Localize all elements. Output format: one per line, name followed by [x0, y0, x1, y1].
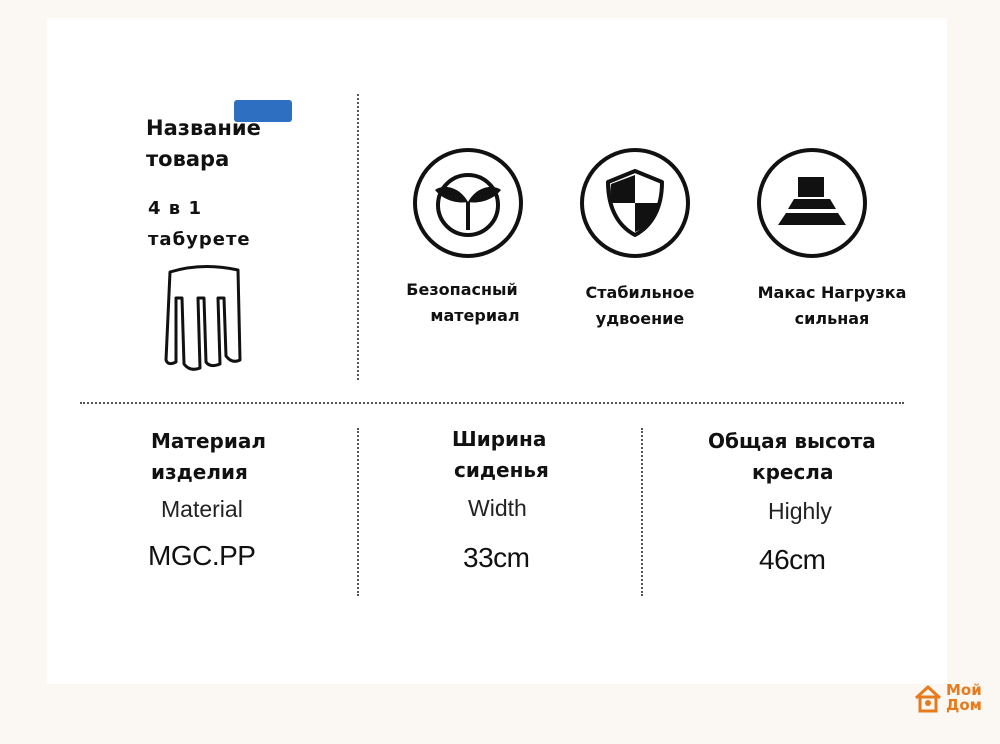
shield-icon [604, 168, 666, 238]
divider-spec-2 [641, 428, 643, 596]
spec-en-material: Material [161, 496, 243, 522]
watermark-line2: Дом [946, 696, 982, 714]
feature-label-load: Макас Нагрузка сильная [757, 283, 907, 328]
spec-value-material: MGC.PP [148, 540, 256, 571]
house-icon [914, 684, 942, 714]
product-subtitle-line2: табурете [148, 229, 251, 250]
divider-top [357, 94, 359, 380]
spec-en-height: Highly [768, 498, 832, 524]
feature-circle-stable [580, 148, 690, 258]
divider-spec-1 [357, 428, 359, 596]
feature-label-stable: Стабильное удвоение [585, 283, 695, 328]
spec-title-width: Ширина сиденья [452, 427, 549, 482]
feature-circle-load [757, 148, 867, 258]
watermark-logo [914, 680, 992, 716]
weight-load-icon [776, 175, 848, 231]
feature-circle-safe [413, 148, 523, 258]
spec-title-height: Общая высота кресла [708, 429, 876, 484]
stool-icon [162, 264, 244, 372]
spec-value-width: 33cm [463, 542, 530, 573]
divider-horizontal [80, 402, 904, 404]
product-title: Название товара [146, 116, 261, 171]
spec-title-material: Материал изделия [151, 429, 267, 484]
product-subtitle-line1: 4 в 1 [148, 198, 202, 219]
watermark-line1: Мой [946, 681, 982, 699]
leaf-circle-icon [429, 164, 507, 242]
spec-value-height: 46cm [759, 544, 826, 575]
spec-en-width: Width [468, 495, 527, 521]
feature-label-safe: Безопасный материал [406, 280, 520, 325]
product-card [47, 18, 947, 684]
